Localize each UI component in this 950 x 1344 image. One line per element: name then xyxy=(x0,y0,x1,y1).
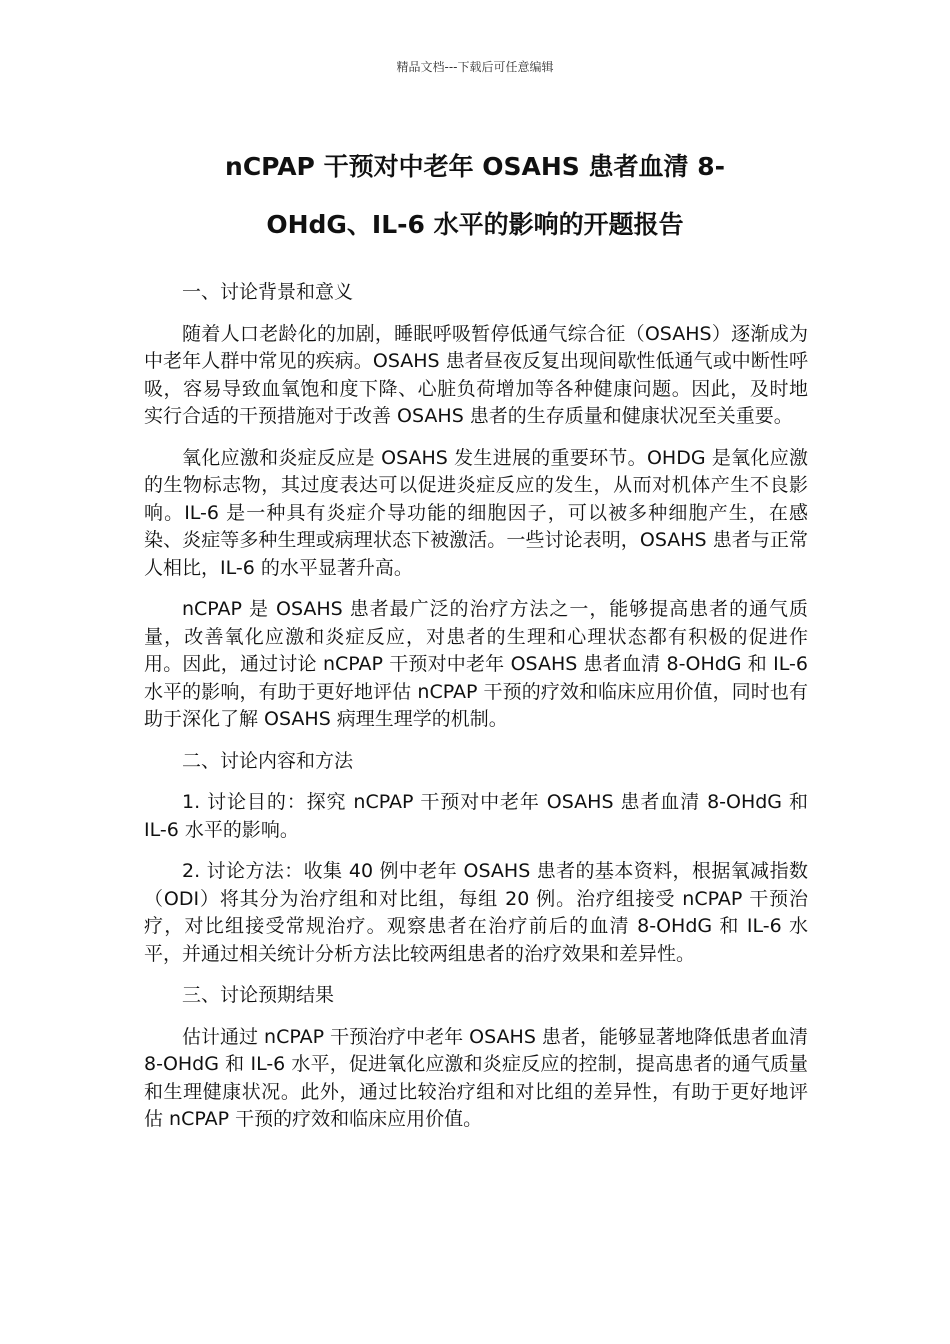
document-title xyxy=(120,138,830,254)
paragraph-methods-approach: 2. 讨论方法：收集 40 例中老年 OSAHS 患者的基本资料，根据氧减指数（ODI）将其分为治疗组和对比组，每组 20 例。治疗组接受 nCPAP 干预治疗，对比组接受常规治疗。观察患者在治疗前后的血清 8-OHdG 和 IL-6 水平，并通过相关统计分析方法比较两组患者的治疗效果和差异性。 xyxy=(144,860,808,965)
paragraph-expected-results: 估计通过 nCPAP 干预治疗中老年 OSAHS 患者，能够显著地降低患者血清 8-OHdG 和 IL-6 水平，促进氧化应激和炎症反应的控制，提高患者的通气质量和生理健康状况。此外，通过比较治疗组和对比组的差异性，有助于更好地评估 nCPAP 干预的疗效和临床应用价值。 xyxy=(144,1025,808,1130)
title-line-1: nCPAP 干预对中老年 OSAHS 患者血清 8- xyxy=(225,152,725,181)
title-line-2: OHdG、IL-6 水平的影响的开题报告 xyxy=(266,210,684,239)
paragraph-background-3: nCPAP 是 OSAHS 患者最广泛的治疗方法之一，能够提高患者的通气质量，改善氧化应激和炎症反应，对患者的生理和心理状态都有积极的促进作用。因此，通过讨论 nCPAP 干预对中老年 OSAHS 患者血清 8-OHdG 和 IL-6 水平的影响，有助于更好地评估 nCPAP 干预的疗效和临床应用价值，同时也有助于深化了解 OSAHS 病理生理学的机制。 xyxy=(144,598,808,730)
section-heading-background: 一、讨论背景和意义 xyxy=(182,281,354,303)
paragraph-methods-purpose: 1. 讨论目的：探究 nCPAP 干预对中老年 OSAHS 患者血清 8-OHdG 和 IL-6 水平的影响。 xyxy=(144,791,808,841)
paragraph-background-1: 随着人口老龄化的加剧，睡眠呼吸暂停低通气综合征（OSAHS）逐渐成为中老年人群中常见的疾病。OSAHS 患者昼夜反复出现间歇性低通气或中断性呼吸，容易导致血氧饱和度下降、心脏负荷增加等各种健康问题。因此，及时地实行合适的干预措施对于改善 OSAHS 患者的生存质量和健康状况至关重要。 xyxy=(144,322,808,427)
page-header-note: 精品文档---下载后可任意编辑 xyxy=(396,60,554,74)
section-heading-methods: 二、讨论内容和方法 xyxy=(182,749,354,772)
document-body xyxy=(144,276,808,1148)
section-heading-expected-results: 三、讨论预期结果 xyxy=(182,984,335,1006)
paragraph-background-2: 氧化应激和炎症反应是 OSAHS 发生进展的重要环节。OHDG 是氧化应激的生物标志物，其过度表达可以促进炎症反应的发生，从而对机体产生不良影响。IL-6 是一种具有炎症介导功能的细胞因子，可以被多种细胞产生，在感染、炎症等多种生理或病理状态下被激活。一些讨论表明，OSAHS 患者与正常人相比，IL-6 的水平显著升高。 xyxy=(144,446,808,579)
